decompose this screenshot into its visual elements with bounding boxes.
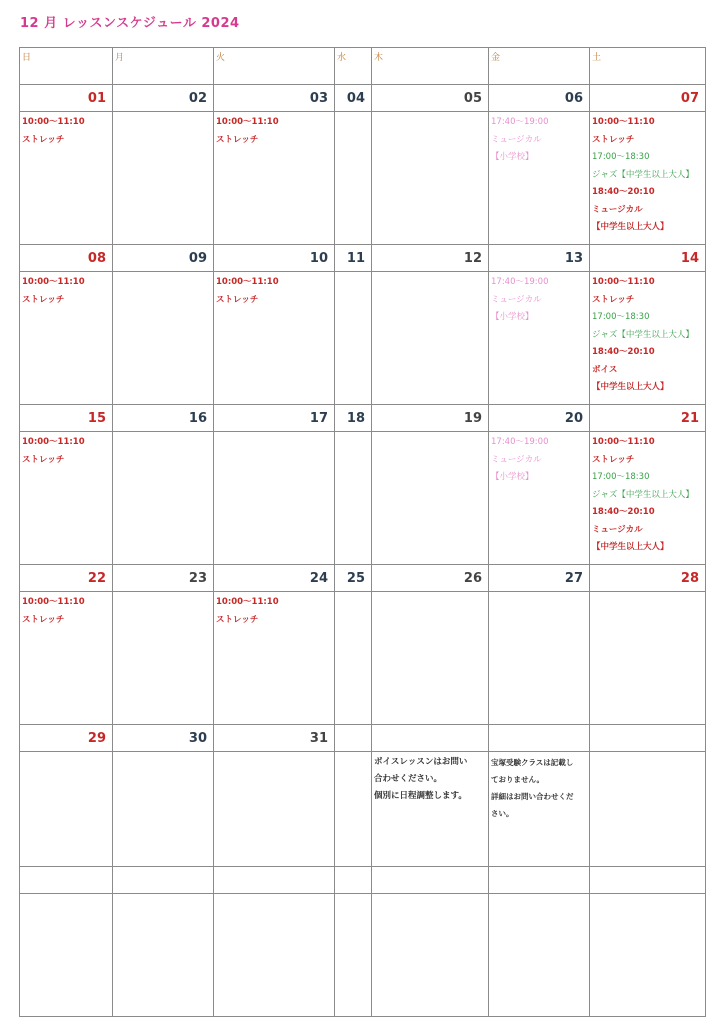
weekday-header [590,48,706,85]
day-number-cell [20,245,113,272]
event-line: ジャズ【中学生以上大人】 [592,169,694,180]
day-number-cell [20,405,113,432]
day-number-cell [113,725,214,752]
day-number: 30 [188,730,207,746]
day-events-cell [214,272,335,405]
day-number-cell [335,405,372,432]
day-number-cell [113,867,214,894]
weekday-label: 月 [115,53,125,63]
event-line: ストレッチ [592,294,635,305]
events-row [20,752,706,867]
event-line: ジャズ【中学生以上大人】 [592,489,694,500]
day-events-cell [20,592,113,725]
day-number: 03 [309,90,328,106]
event-line: 10:00～11:10 [592,277,655,287]
event-line: ストレッチ [22,614,65,625]
day-number: 23 [188,570,207,586]
date-number-row [20,245,706,272]
day-number-cell [489,725,590,752]
day-number-cell [489,867,590,894]
day-number-cell [590,725,706,752]
day-number-cell [489,85,590,112]
day-number: 17 [309,410,328,426]
event-line: 18:40～20:10 [592,347,655,357]
day-number-cell [214,245,335,272]
day-number-cell [335,565,372,592]
note-line: 合わせください。 [374,774,443,784]
event-line: ストレッチ [592,454,635,465]
day-number-cell [489,405,590,432]
note-line: さい。 [491,809,514,818]
day-events-cell [489,894,590,1017]
weekday-header-row [20,48,706,85]
day-number: 16 [188,410,207,426]
day-events-cell [20,272,113,405]
day-number-cell [113,405,214,432]
day-number: 24 [309,570,328,586]
day-events-cell [372,752,489,867]
day-events-cell [335,272,372,405]
weekday-label: 金 [491,53,501,63]
event-line: 【小学校】 [491,312,534,322]
day-events-cell [335,894,372,1017]
events-row [20,592,706,725]
day-events-cell [590,592,706,725]
weekday-label: 火 [216,53,226,63]
event-line: 17:40～19:00 [491,437,549,447]
event-line: 18:40～20:10 [592,507,655,517]
day-events-cell [335,752,372,867]
note-line: 個別に日程調整します。 [374,791,467,801]
day-events-cell [372,112,489,245]
event-line: 【小学校】 [491,152,534,162]
day-number-cell [372,245,489,272]
day-number: 26 [463,570,482,586]
day-number-cell [489,565,590,592]
day-number: 01 [87,90,106,106]
day-events-cell [214,752,335,867]
day-events-cell [489,432,590,565]
event-line: ストレッチ [216,134,259,145]
event-line: 10:00～11:10 [216,597,279,607]
day-number: 29 [87,730,106,746]
day-events-cell [590,432,706,565]
day-number: 05 [463,90,482,106]
day-number: 22 [87,570,106,586]
day-number: 09 [188,250,207,266]
event-line: ミュージカル [592,204,643,215]
weekday-header [20,48,113,85]
day-number: 13 [564,250,583,266]
weekday-header [489,48,590,85]
day-number: 27 [564,570,583,586]
day-events-cell [590,752,706,867]
day-events-cell [489,592,590,725]
event-line: ストレッチ [216,614,259,625]
note-line: ておりません。 [491,775,544,784]
day-number: 18 [346,410,365,426]
day-number: 06 [564,90,583,106]
event-line: 10:00～11:10 [22,277,85,287]
date-number-row [20,725,706,752]
day-number-cell [214,85,335,112]
events-row [20,894,706,1017]
day-events-cell [214,894,335,1017]
day-number: 31 [309,730,328,746]
day-number: 28 [680,570,699,586]
event-line: ストレッチ [216,294,259,305]
events-row [20,272,706,405]
day-number: 20 [564,410,583,426]
events-row [20,432,706,565]
day-number-cell [335,85,372,112]
day-events-cell [372,272,489,405]
event-line: ミュージカル [491,134,542,145]
event-line: ミュージカル [491,454,542,465]
day-events-cell [113,112,214,245]
weekday-header [335,48,372,85]
day-number-cell [20,867,113,894]
day-events-cell [214,112,335,245]
weekday-header [113,48,214,85]
event-line: 17:00～18:30 [592,472,650,482]
event-line: ジャズ【中学生以上大人】 [592,329,694,340]
note-line: 詳細はお問い合わせくだ [491,792,574,801]
day-events-cell [372,432,489,565]
day-number: 11 [346,250,365,266]
day-number: 10 [309,250,328,266]
day-events-cell [20,894,113,1017]
weekday-label: 土 [592,53,602,63]
day-events-cell [489,112,590,245]
day-events-cell [335,432,372,565]
day-number-cell [590,85,706,112]
event-line: ミュージカル [491,294,542,305]
day-events-cell [20,752,113,867]
day-events-cell [113,272,214,405]
day-number-cell [590,405,706,432]
day-number-cell [214,405,335,432]
day-number: 15 [87,410,106,426]
event-line: ミュージカル [592,524,643,535]
day-events-cell [372,894,489,1017]
day-events-cell [489,752,590,867]
day-number: 19 [463,410,482,426]
day-number-cell [590,565,706,592]
day-number-cell [214,565,335,592]
day-events-cell [590,112,706,245]
note-line: 宝塚受験クラスは記載し [491,758,574,767]
event-line: 10:00～11:10 [22,597,85,607]
day-events-cell [335,592,372,725]
day-events-cell [20,432,113,565]
day-events-cell [113,752,214,867]
weekday-header [372,48,489,85]
day-number-cell [20,85,113,112]
day-number-cell [335,245,372,272]
event-line: ストレッチ [592,134,635,145]
day-events-cell [335,112,372,245]
day-events-cell [214,432,335,565]
day-number: 12 [463,250,482,266]
day-events-cell [113,894,214,1017]
day-events-cell [372,592,489,725]
day-number-cell [489,245,590,272]
date-number-row [20,405,706,432]
day-events-cell [489,272,590,405]
event-line: 17:00～18:30 [592,152,650,162]
date-number-row [20,867,706,894]
event-line: ストレッチ [22,294,65,305]
event-line: 【中学生以上大人】 [592,222,669,232]
day-events-cell [113,592,214,725]
event-line: 10:00～11:10 [216,277,279,287]
event-line: ボイス [592,364,618,375]
event-line: 10:00～11:10 [216,117,279,127]
day-number: 25 [346,570,365,586]
event-line: 【小学校】 [491,472,534,482]
calendar-grid [19,47,706,1017]
day-number-cell [113,565,214,592]
event-line: 17:40～19:00 [491,277,549,287]
event-line: 17:40～19:00 [491,117,549,127]
page-title: 12 月 レッスンスケジュール 2024 [20,16,240,31]
event-line: 17:00～18:30 [592,312,650,322]
day-number-cell [214,725,335,752]
event-line: 10:00～11:10 [22,437,85,447]
day-number: 08 [87,250,106,266]
day-number-cell [335,867,372,894]
day-events-cell [590,272,706,405]
event-line: 18:40～20:10 [592,187,655,197]
day-number-cell [590,245,706,272]
events-row [20,112,706,245]
event-line: 10:00～11:10 [22,117,85,127]
day-number-cell [113,245,214,272]
day-number: 07 [680,90,699,106]
day-number-cell [372,867,489,894]
weekday-label: 木 [374,53,384,63]
date-number-row [20,85,706,112]
day-number-cell [372,565,489,592]
weekday-header [214,48,335,85]
day-number-cell [372,405,489,432]
event-line: 【中学生以上大人】 [592,382,669,392]
day-number-cell [20,725,113,752]
day-number-cell [20,565,113,592]
day-number-cell [372,725,489,752]
date-number-row [20,565,706,592]
day-number: 02 [188,90,207,106]
day-number-cell [372,85,489,112]
day-events-cell [590,894,706,1017]
event-line: 【中学生以上大人】 [592,542,669,552]
weekday-label: 日 [22,53,32,63]
event-line: ストレッチ [22,134,65,145]
weekday-label: 水 [337,53,347,63]
day-number-cell [590,867,706,894]
day-number: 04 [346,90,365,106]
note-line: ボイスレッスンはお問い [374,757,468,767]
day-events-cell [20,112,113,245]
day-number-cell [113,85,214,112]
day-number-cell [214,867,335,894]
day-number: 21 [680,410,699,426]
event-line: ストレッチ [22,454,65,465]
day-number: 14 [680,250,699,266]
day-number-cell [335,725,372,752]
day-events-cell [214,592,335,725]
day-events-cell [113,432,214,565]
event-line: 10:00～11:10 [592,117,655,127]
event-line: 10:00～11:10 [592,437,655,447]
